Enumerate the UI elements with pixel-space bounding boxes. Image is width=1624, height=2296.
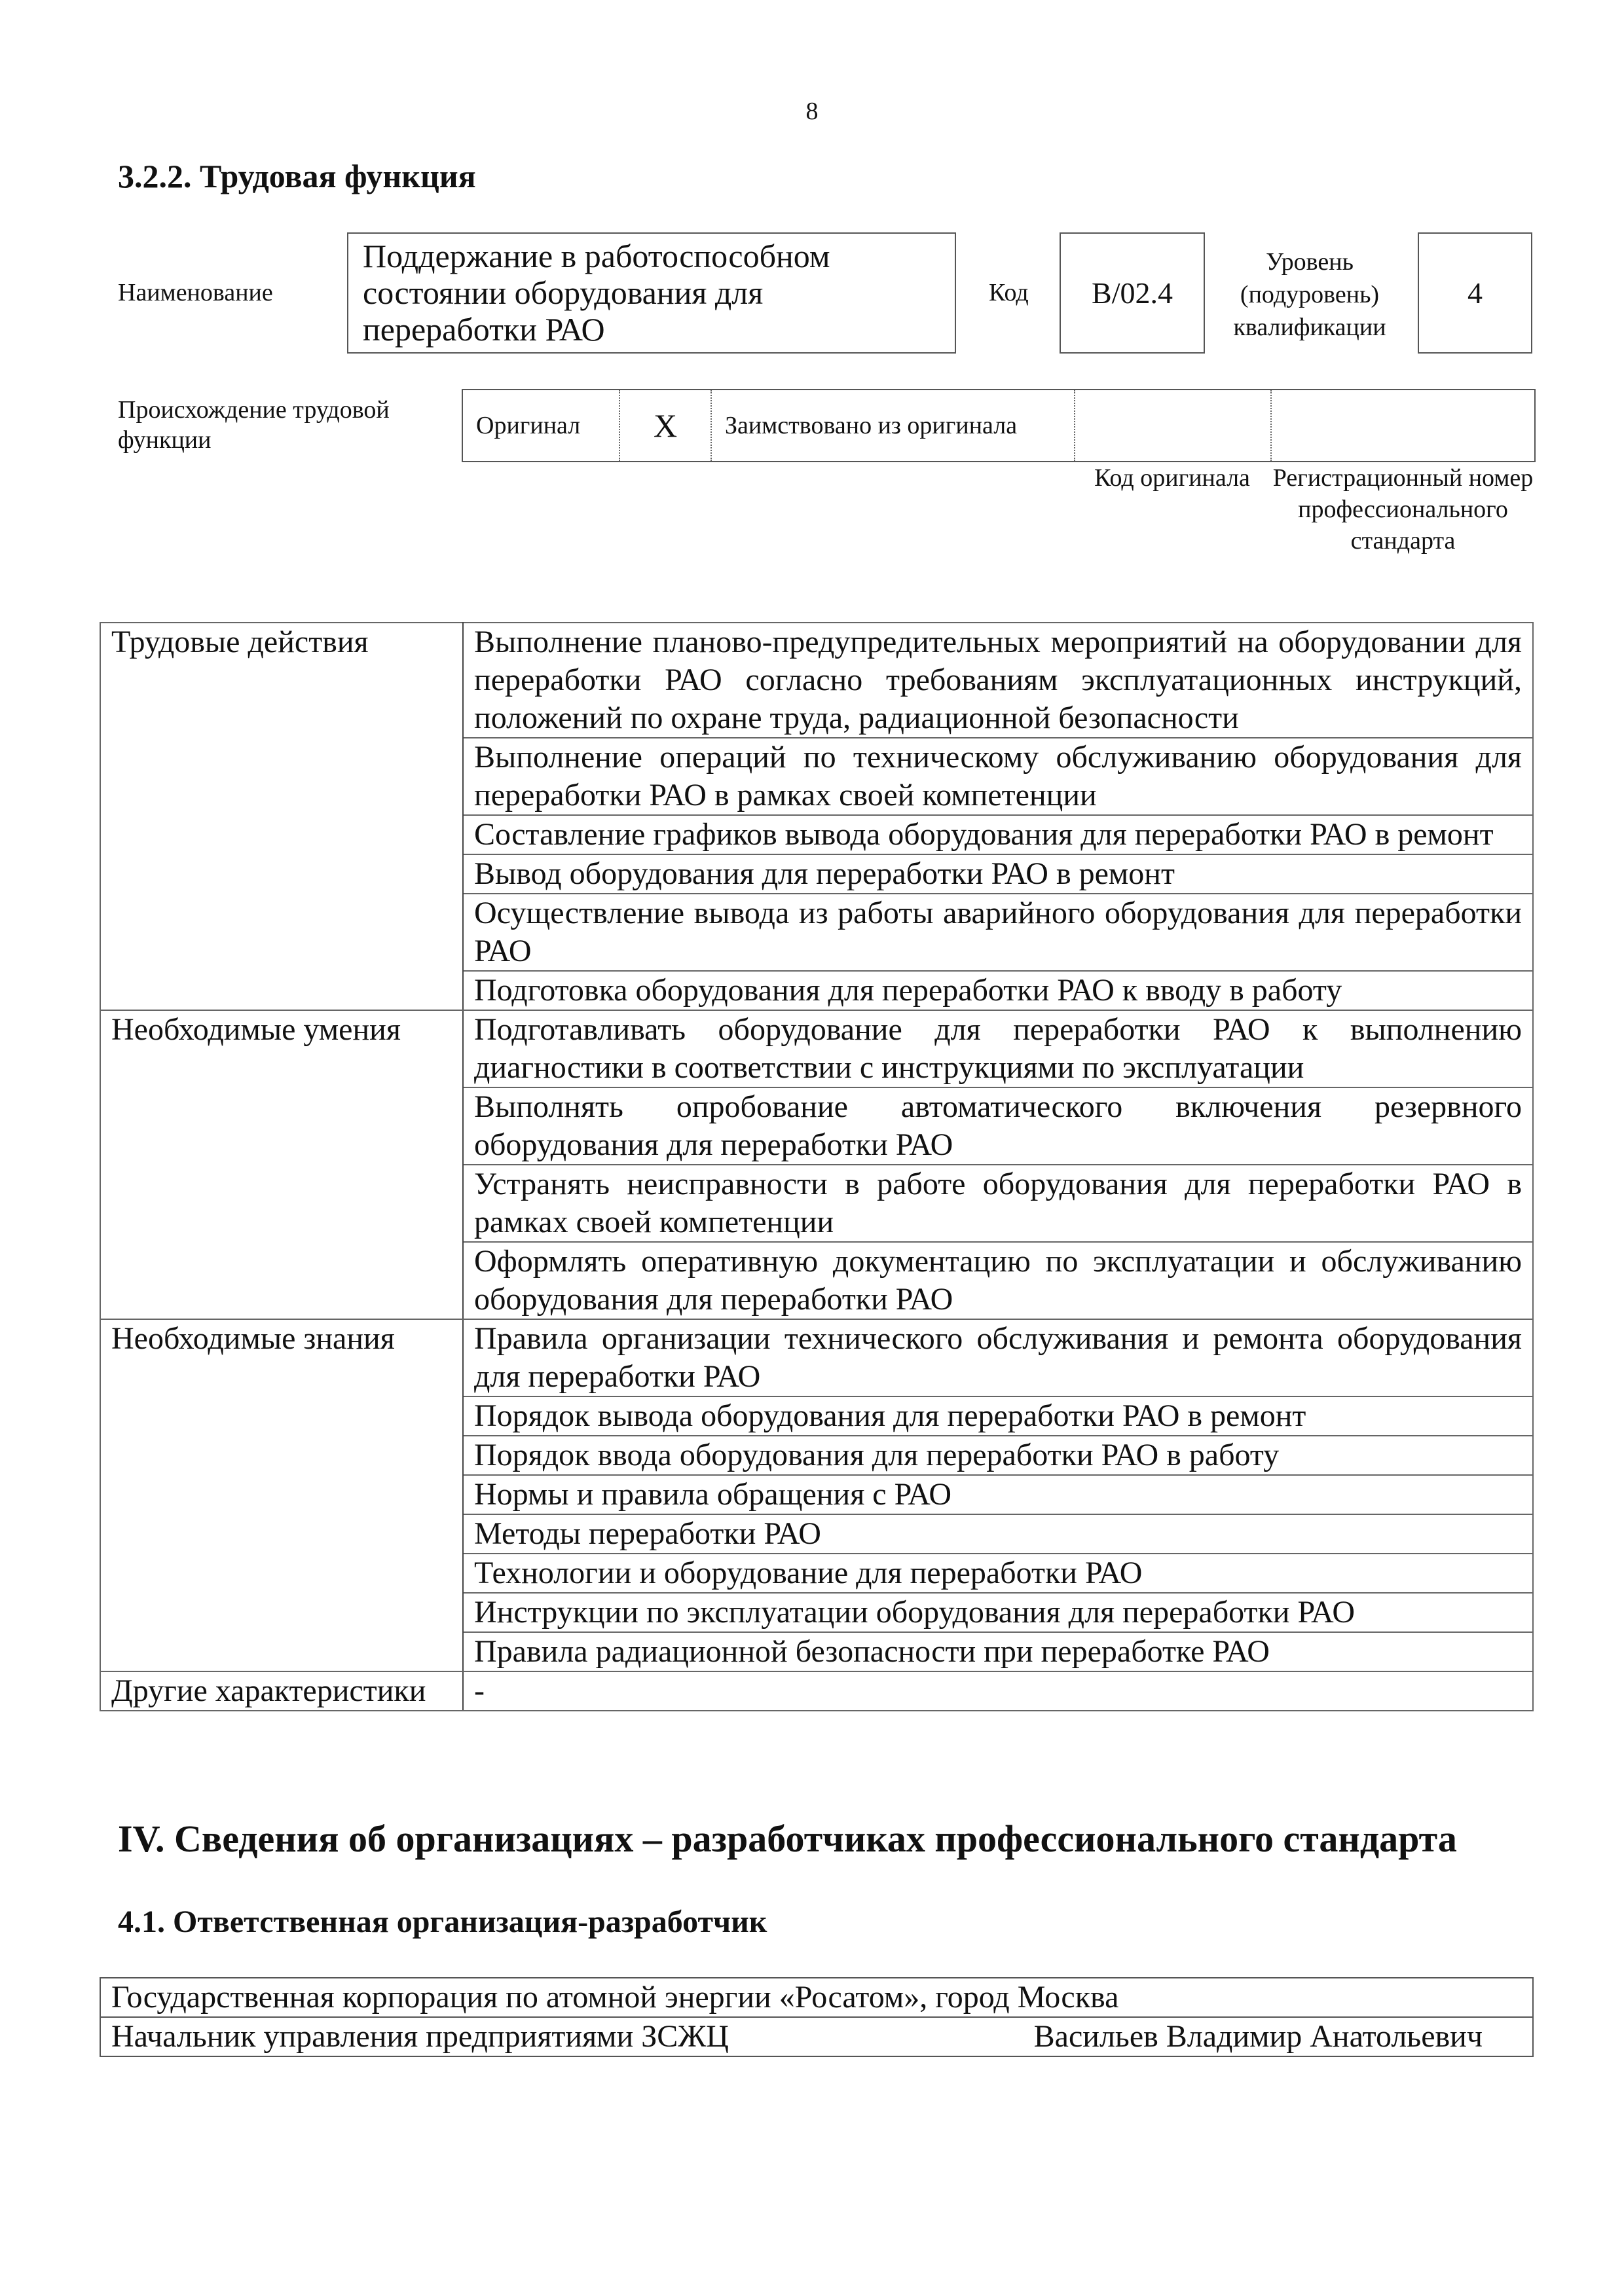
- skills-item: Подготавливать оборудование для переработки РАО к выполнению диагностики в соответствии с инструкциями по эксплуатации: [463, 1010, 1533, 1087]
- signatory-name: Васильев Владимир Анатольевич: [1033, 2019, 1483, 2054]
- registration-number-cell: [1272, 390, 1534, 461]
- original-label: Оригинал: [463, 390, 620, 461]
- borrowed-label: Заимствовано из оригинала: [712, 390, 1075, 461]
- section-iv-title: IV. Сведения об организациях – разработчиках профессионального стандарта: [118, 1817, 1457, 1860]
- section-title: 3.2.2. Трудовая функция: [118, 158, 476, 194]
- labor-actions-item: Подготовка оборудования для переработки РАО к вводу в работу: [463, 971, 1533, 1010]
- level-box: [1418, 232, 1532, 354]
- signatory-position: Начальник управления предприятиями ЗСЖЦ: [111, 2019, 729, 2054]
- original-code-cell: [1075, 390, 1272, 461]
- page-number: 8: [805, 98, 819, 125]
- table-row: [100, 1010, 1533, 1087]
- origin-label: Происхождение трудовой функции: [118, 396, 390, 454]
- section-iv-subtitle: 4.1. Ответственная организация-разработчик: [118, 1904, 767, 1939]
- origin-row: [462, 389, 1536, 462]
- signatory: [111, 2018, 1522, 2056]
- labor-actions-item: Выполнение операций по техническому обслуживанию оборудования для переработки РАО в рамках своей компетенции: [463, 738, 1533, 815]
- skills-item: Оформлять оперативную документацию по эксплуатации и обслуживанию оборудования для переработки РАО: [463, 1242, 1533, 1319]
- function-table: [100, 622, 1534, 1711]
- level-label: Уровень (подуровень) квалификации: [1233, 248, 1386, 341]
- org-row: [100, 1978, 1533, 2017]
- original-mark: X: [620, 390, 712, 461]
- knowledge-item: Нормы и правила обращения с РАО: [463, 1475, 1533, 1514]
- skills-label: Необходимые умения: [100, 1010, 463, 1319]
- table-row: [100, 1319, 1533, 1396]
- code-value: B/02.4: [1092, 276, 1173, 310]
- name-box: [347, 232, 956, 354]
- name-label: Наименование: [118, 279, 273, 306]
- other-label: Другие характеристики: [100, 1671, 463, 1711]
- labor-actions-item: Осуществление вывода из работы аварийного оборудования для переработки РАО: [463, 894, 1533, 971]
- knowledge-item: Порядок вывода оборудования для переработки РАО в ремонт: [463, 1396, 1533, 1436]
- labor-actions-label: Трудовые действия: [100, 623, 463, 1010]
- knowledge-item: Правила организации технического обслуживания и ремонта оборудования для переработки РАО: [463, 1319, 1533, 1396]
- knowledge-item: Технологии и оборудование для переработки РАО: [463, 1554, 1533, 1593]
- organization-table: [100, 1977, 1534, 2057]
- skills-item: Выполнять опробование автоматического включения резервного оборудования для переработки РАО: [463, 1087, 1533, 1165]
- labor-actions-item: Выполнение планово-предупредительных мероприятий на оборудовании для переработки РАО согласно требованиям эксплуатационных инструкций, положений по охране труда, радиационной безопасности: [463, 623, 1533, 738]
- labor-actions-item: Вывод оборудования для переработки РАО в ремонт: [463, 854, 1533, 894]
- knowledge-item: Правила радиационной безопасности при переработке РАО: [463, 1632, 1533, 1671]
- signatory-row: [100, 2017, 1533, 2056]
- registration-caption: Регистрационный номер профессионального стандарта: [1272, 464, 1534, 555]
- skills-item: Устранять неисправности в работе оборудования для переработки РАО в рамках своей компетенции: [463, 1165, 1533, 1242]
- level-value: 4: [1467, 276, 1483, 310]
- knowledge-label: Необходимые знания: [100, 1319, 463, 1671]
- table-row: [100, 1671, 1533, 1711]
- code-caption: Код оригинала: [1094, 464, 1250, 492]
- org-name: Государственная корпорация по атомной энергии «Росатом», город Москва: [100, 1978, 1533, 2017]
- knowledge-item: Порядок ввода оборудования для переработки РАО в работу: [463, 1436, 1533, 1475]
- labor-actions-item: Составление графиков вывода оборудования для переработки РАО в ремонт: [463, 815, 1533, 854]
- code-box: [1060, 232, 1205, 354]
- name-value: Поддержание в работоспособном состоянии оборудования для переработки РАО: [363, 238, 830, 348]
- table-row: [100, 623, 1533, 738]
- code-label: Код: [989, 279, 1029, 306]
- other-value: -: [463, 1671, 1533, 1711]
- knowledge-item: Инструкции по эксплуатации оборудования для переработки РАО: [463, 1593, 1533, 1632]
- knowledge-item: Методы переработки РАО: [463, 1514, 1533, 1554]
